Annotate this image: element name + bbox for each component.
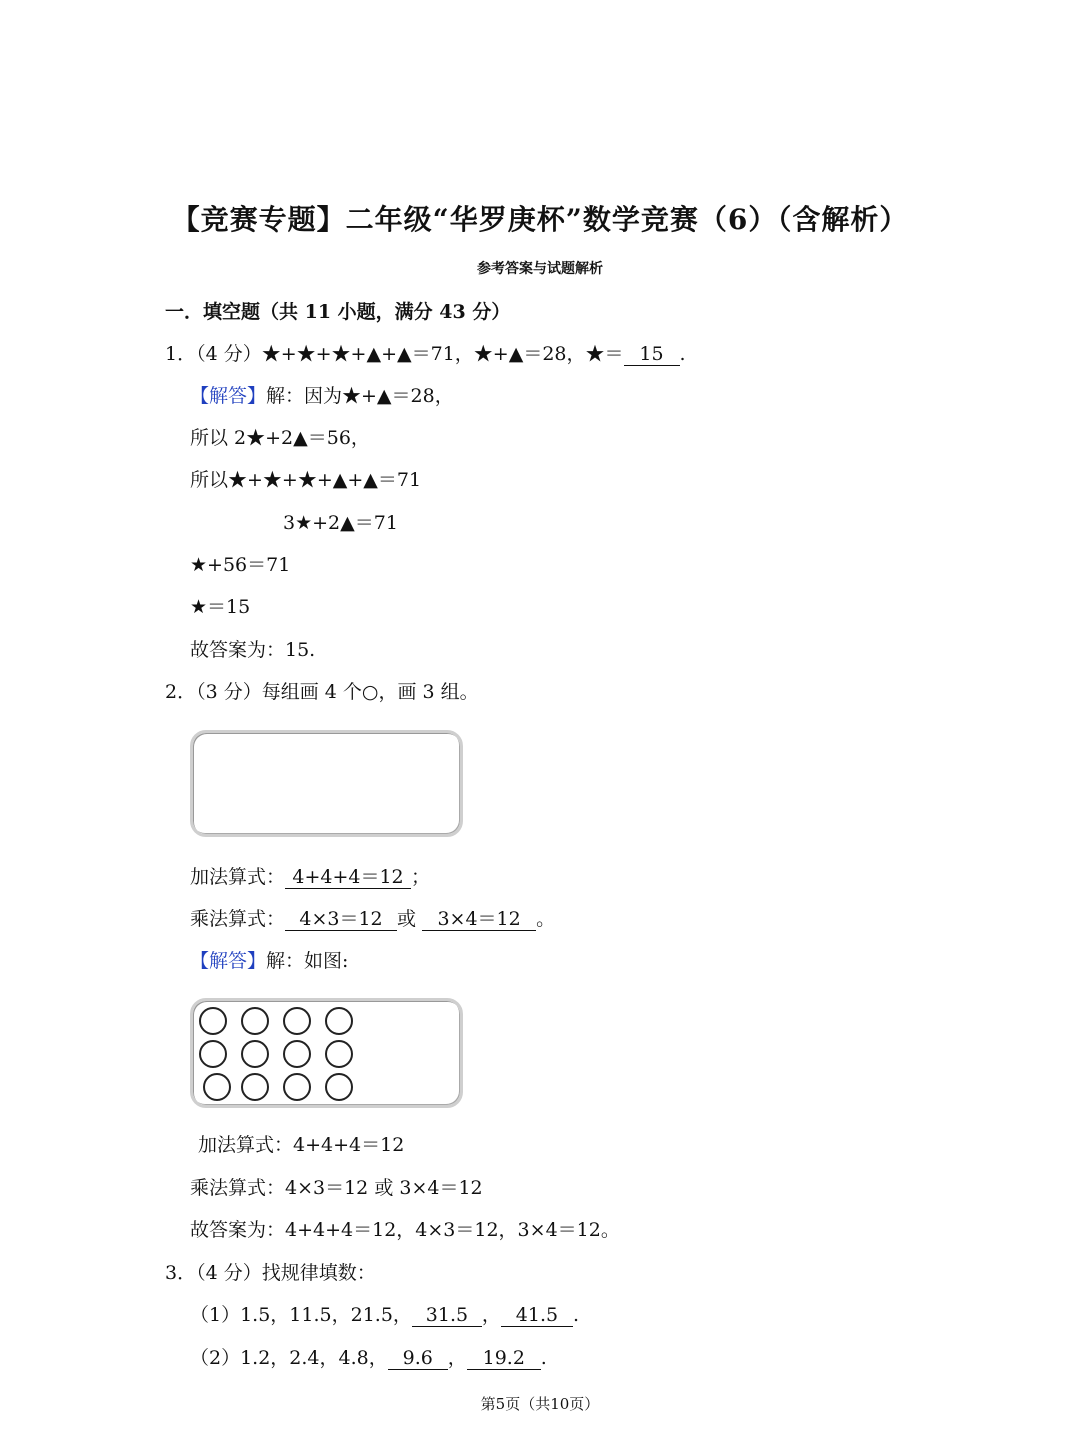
q2-add-end: ； <box>411 866 431 888</box>
q2-final-answer: 故答案为：4+4+4＝12，4×3＝12，3×4＝12。 <box>190 1219 620 1241</box>
drawn-circle <box>200 1041 226 1067</box>
drawn-circle <box>242 1041 268 1067</box>
page-subtitle: 参考答案与试题解析 <box>477 261 603 277</box>
q2-solution-text: 解：如图: <box>266 950 349 972</box>
q3-part2-answer-1: 9.6 <box>388 1347 448 1370</box>
q2-add-answer: 4+4+4＝12 <box>285 866 411 889</box>
q2-empty-drawing-box <box>190 730 463 837</box>
q2-or: 或 <box>397 908 417 930</box>
q1-solution-intro <box>190 382 454 410</box>
q3-part2 <box>190 1344 547 1372</box>
q2-mul-answer-2: 3×4＝12 <box>422 908 536 931</box>
q3-part2-text: （2）1.2，2.4，4.8， <box>190 1347 388 1369</box>
q3-part1 <box>190 1301 579 1329</box>
q2-add-label: 加法算式： <box>190 866 286 888</box>
q2-solution-mul: 乘法算式：4×3＝12 或 3×4＝12 <box>190 1177 483 1199</box>
q1-step: ★＝15 <box>190 596 251 618</box>
q3-part1-sep: ， <box>481 1304 501 1326</box>
q2-add-line <box>190 863 430 891</box>
q2-mul-end: 。 <box>536 908 556 930</box>
q2-circle-groups <box>190 998 463 1108</box>
q3-stem: 3．（4 分）找规律填数： <box>165 1262 376 1284</box>
drawn-circle <box>200 1008 226 1034</box>
drawn-circle <box>204 1074 230 1100</box>
drawn-circle <box>242 1008 268 1034</box>
q2-solution-add: 加法算式：4+4+4＝12 <box>198 1134 405 1156</box>
q2-solution-tag: 【解答】 <box>190 950 267 972</box>
drawn-circle <box>326 1074 352 1100</box>
drawn-circle <box>284 1008 310 1034</box>
q1-answer: 15 <box>624 343 680 366</box>
q3-part1-text: （1）1.5，11.5，21.5， <box>190 1304 412 1326</box>
q3-part1-answer-2: 41.5 <box>501 1304 573 1327</box>
section-heading: 一．填空题（共 11 小题，满分 43 分） <box>165 301 511 323</box>
q1-solution-tag: 【解答】 <box>190 385 267 407</box>
q3-part2-answer-2: 19.2 <box>467 1347 541 1370</box>
q1-end: . <box>679 343 686 365</box>
q1-step: 3★+2▲＝71 <box>283 512 398 534</box>
q2-solution-intro <box>190 947 348 975</box>
q3-part1-answer-1: 31.5 <box>412 1304 482 1327</box>
q3-part2-sep: ， <box>447 1347 467 1369</box>
drawn-circle <box>242 1074 268 1100</box>
q3-part2-end: . <box>540 1347 547 1369</box>
drawn-circle <box>284 1074 310 1100</box>
q2-mul-label: 乘法算式： <box>190 908 286 930</box>
q1-step: 所以 2★+2▲＝56， <box>190 427 370 449</box>
page-title: 【竞赛专题】二年级“华罗庚杯”数学竞赛（6）（含解析） <box>171 203 909 236</box>
q2-mul-answer-1: 4×3＝12 <box>285 908 397 931</box>
q2-mul-line <box>190 905 555 933</box>
drawn-circle <box>284 1041 310 1067</box>
q1-solution-text: 解：因为★+▲＝28， <box>266 385 454 407</box>
q1-step: ★+56＝71 <box>190 554 291 576</box>
drawn-circle <box>326 1008 352 1034</box>
q1-stem: 1．（4 分）★+★+★+▲+▲＝71，★+▲＝28，★＝ <box>165 343 624 365</box>
q3-part1-end: . <box>572 1304 579 1326</box>
drawn-circle <box>326 1041 352 1067</box>
q1-stem-line <box>165 340 686 368</box>
q1-final-answer: 故答案为：15. <box>190 639 316 661</box>
q1-step: 所以★+★+★+▲+▲＝71 <box>190 469 422 491</box>
q2-stem: 2．（3 分）每组画 4 个○，画 3 组。 <box>165 681 479 703</box>
page-footer: 第5页（共10页） <box>480 1395 600 1413</box>
